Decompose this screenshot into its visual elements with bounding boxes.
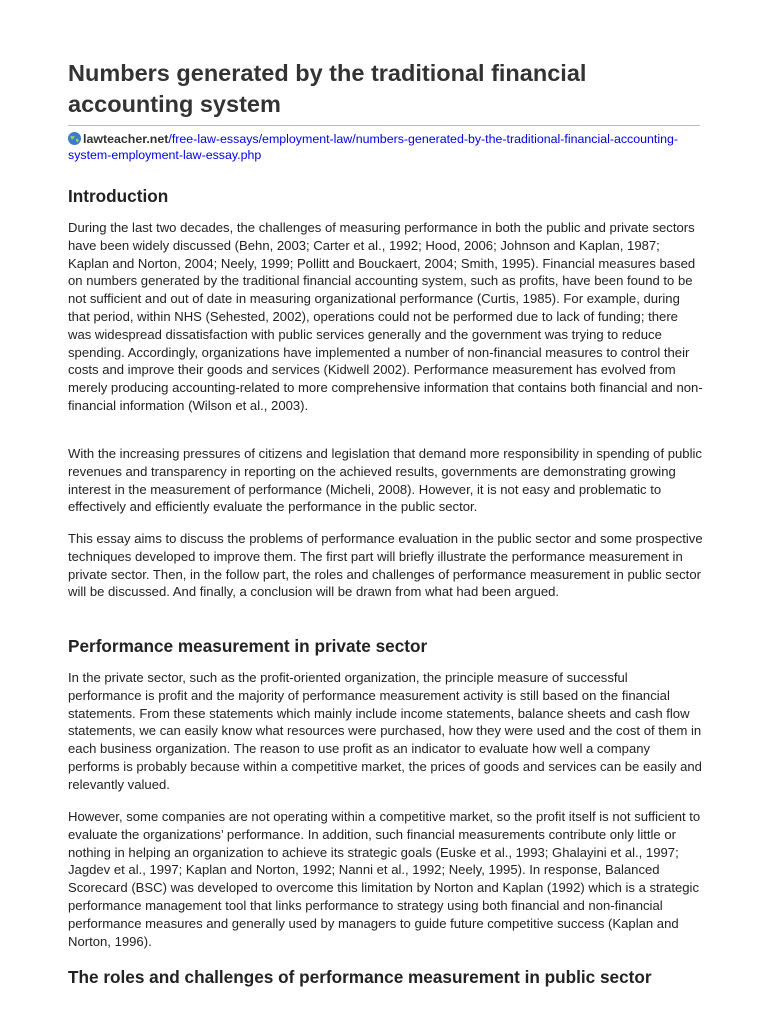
paragraph: During the last two decades, the challenges of measuring performance in both the public and private sectors have been widely discussed (Behn, 2003; Carter et al., 1992; Hood, 2006; Johnson and Kaplan, 1987; Kaplan and Norton, 2004; Neely, 1999; Pollitt and Bouckaert, 2004; Smith, 1995). Financial measures based on numbers generated by the traditional financial accounting system, such as profits, have been found to be not sufficient and out of date in measuring organizational performance (Curtis, 1985). For example, during that period, within NHS (Sehested, 2002), operations could not be performed due to lack of funding; there was widespread dissatisfaction with public services generally and the government was trying to reduce spending. Accordingly, organizations have implemented a number of non-financial measures to control their costs and improve their goods and services (Kidwell 2002). Performance measurement has evolved from merely producing accounting-related to more comprehensive information that contains both financial and non-financial information (Wilson et al., 2003). [68, 220, 703, 413]
title-divider [68, 125, 700, 126]
section-heading-public-sector: The roles and challenges of performance measurement in public sector [68, 967, 652, 987]
globe-icon [68, 132, 81, 145]
source-site: lawteacher.net [83, 132, 169, 146]
section-heading-introduction: Introduction [68, 186, 169, 206]
source-path: /free-law-essays/employment-law/numbers-generated-by-the-traditional-financial-accounting-system-employment-law-essay.php [68, 132, 679, 162]
source-link[interactable] [68, 132, 678, 162]
paragraph: In the private sector, such as the profit-oriented organization, the principle measure of successful performance is profit and the majority of performance measurement activity is still based on the financial statements. From these statements which mainly include income statements, balance sheets and cash flow statements, we can easily know what resources were purchased, how they were used and the cost of them in each business organization. The reason to use profit as an indicator to evaluate how well a company performs is probably because within a competitive market, the prices of goods and services can be easily and relevantly valued. [68, 670, 702, 792]
page-title: Numbers generated by the traditional financial accounting system [68, 60, 587, 117]
section-heading-private-sector: Performance measurement in private sector [68, 636, 428, 656]
paragraph: With the increasing pressures of citizens and legislation that demand more responsibility in spending of public revenues and transparency in reporting on the achieved results, governments are demonstrating growing interest in the measurement of performance (Micheli, 2008). However, it is not easy and problematic to effectively and efficiently evaluate the performance in the public sector. [68, 446, 702, 515]
paragraph: This essay aims to discuss the problems of performance evaluation in the public sector and some prospective techniques developed to improve them. The first part will briefly illustrate the performance measurement in private sector. Then, in the follow part, the roles and challenges of performance measurement in public sector will be discussed. And finally, a conclusion will be drawn from what had been argued. [68, 531, 703, 600]
paragraph: However, some companies are not operating within a competitive market, so the profit itself is not sufficient to evaluate the organizations’ performance. In addition, such financial measurements contribute only little or nothing in helping an organization to achieve its strategic goals (Euske et al., 1993; Ghalayini et al., 1997; Jagdev et al., 1997; Kaplan and Norton, 1992; Nanni et al., 1992; Neely, 1995). In response, Balanced Scorecard (BSC) was developed to overcome this limitation by Norton and Kaplan (1992) which is a strategic performance management tool that links performance to strategy using both financial and non-financial performance measures and generally used by managers to guide future competitive success (Kaplan and Norton, 1996). [68, 809, 701, 949]
source-line [68, 131, 708, 163]
